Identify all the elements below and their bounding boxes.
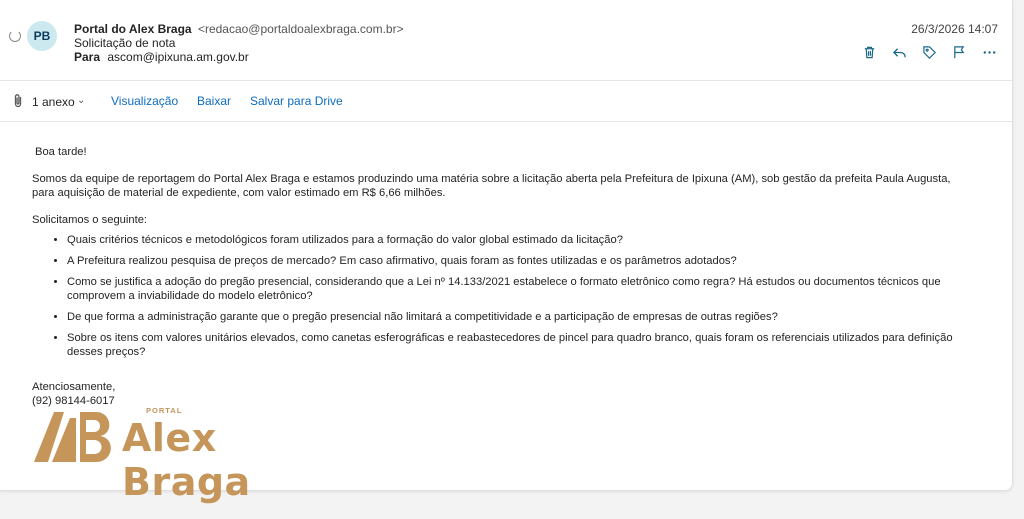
- flag-icon[interactable]: [948, 42, 970, 62]
- request-intro: Solicitamos o seguinte:: [32, 214, 148, 226]
- portal-logo: [34, 406, 344, 504]
- sender[interactable]: [74, 22, 404, 36]
- signoff: Atenciosamente,: [32, 381, 116, 393]
- sender-email[interactable]: <redacao@portaldoalexbraga.com.br>: [197, 22, 404, 36]
- logo-main-text: Alex Braga: [122, 416, 251, 504]
- attachment-bar: [0, 81, 1012, 122]
- paperclip-icon: [12, 93, 24, 109]
- email-actions: [858, 42, 1000, 62]
- list-item: • Quais critérios técnicos e metodológicos foram utilizados para a formação do valor global estimado da licitação?: [67, 233, 982, 247]
- greeting: Boa tarde!: [35, 146, 87, 158]
- recipient-address[interactable]: ascom@ipixuna.am.gov.br: [107, 50, 249, 64]
- more-icon[interactable]: [978, 42, 1000, 62]
- recipient-line: [74, 50, 249, 64]
- email-subject: Solicitação de nota: [74, 36, 176, 50]
- to-label: Para: [74, 50, 101, 64]
- chevron-down-icon[interactable]: ⌄: [77, 95, 86, 106]
- intro-paragraph: Somos da equipe de reportagem do Portal Alex Braga e estamos produzindo uma matéria sobre a licitação aberta pela Prefeitura de Ipixuna (AM), sob gestão da prefeita Paula Augusta, para aquisição de material de expediente, com valor estimado em R$ 6,66 milhões.: [32, 173, 951, 199]
- signature: [32, 380, 115, 408]
- questions-list: [49, 233, 982, 366]
- loading-icon: [9, 30, 21, 42]
- preview-link[interactable]: Visualização: [111, 94, 179, 108]
- download-link[interactable]: Baixar: [197, 94, 232, 108]
- sender-name[interactable]: Portal do Alex Braga: [74, 22, 192, 36]
- save-to-drive-link[interactable]: Salvar para Drive: [250, 94, 343, 108]
- email-header: [0, 0, 1012, 81]
- list-item: • Sobre os itens com valores unitários elevados, como canetas esferográficas e reabastecedores de pincel para quadro branco, quais foram os referenciais utilizados para definição desses preços?: [67, 331, 982, 359]
- list-item: • A Prefeitura realizou pesquisa de preços de mercado? Em caso afirmativo, quais foram as fontes utilizadas e os parâmetros adotados?: [67, 254, 982, 268]
- trash-icon[interactable]: [858, 42, 880, 62]
- email-date: 26/3/2026 14:07: [911, 22, 998, 36]
- phone-number: (92) 98144-6017: [32, 395, 115, 407]
- logo-mark: [34, 408, 116, 462]
- list-item: • Como se justifica a adoção do pregão presencial, considerando que a Lei nº 14.133/2021 estabelece o formato eletrônico como regra? Há estudos ou documentos técnicos que comprovem a inviabilidade do modelo eletrônico?: [67, 275, 982, 303]
- tag-icon[interactable]: [918, 42, 940, 62]
- attachment-row: [0, 81, 1012, 121]
- list-item: • De que forma a administração garante que o pregão presencial não limitará a competitividade e a participação de empresas de outras regiões?: [67, 310, 982, 324]
- logo-small-text: PORTAL: [146, 406, 183, 415]
- avatar[interactable]: PB: [27, 21, 57, 51]
- attachment-count[interactable]: 1 anexo: [32, 95, 75, 109]
- reply-icon[interactable]: [888, 42, 910, 62]
